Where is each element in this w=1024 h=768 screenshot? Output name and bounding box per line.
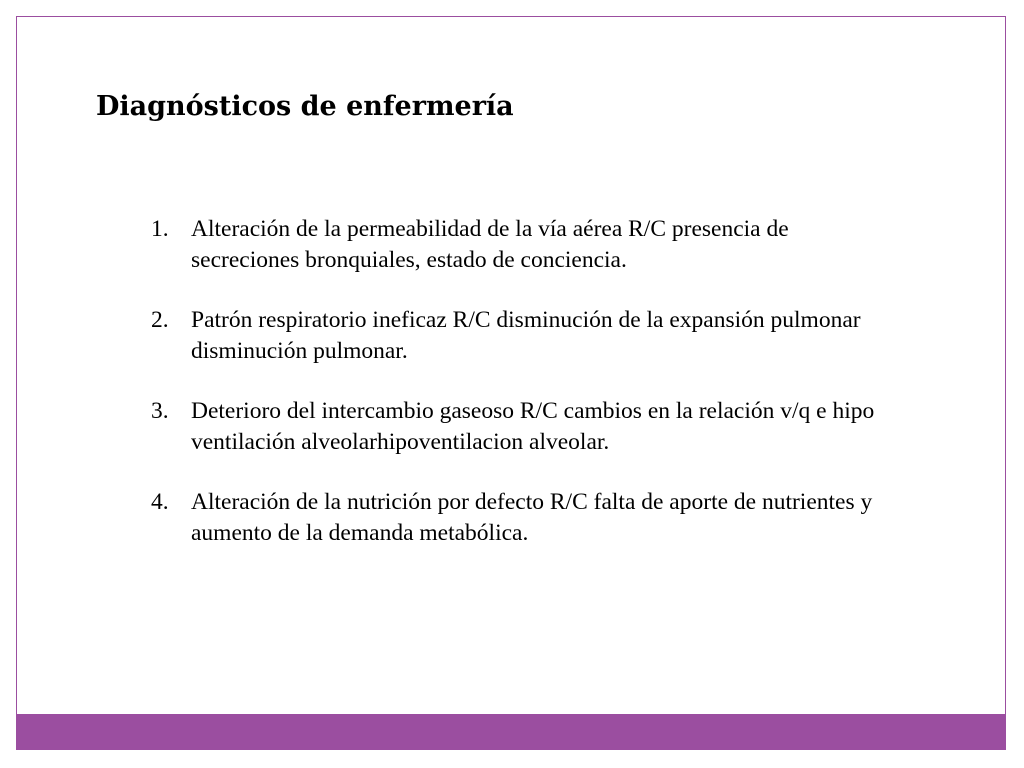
diagnosis-number: 2. <box>151 307 169 333</box>
diagnosis-number: 4. <box>151 489 169 515</box>
diagnosis-text: Deterioro del intercambio gaseoso R/C cambios en la relación v/q e hipo ventilación alveolarhipoventilacion alveolar. <box>191 398 875 455</box>
diagnosis-number: 3. <box>151 398 169 424</box>
diagnosis-item-1 <box>151 214 899 276</box>
diagnosis-item-4 <box>151 487 899 549</box>
diagnosis-text: Alteración de la nutrición por defecto R/C falta de aporte de nutrientes y aumento de la demanda metabólica. <box>191 489 873 546</box>
diagnosis-text: Alteración de la permeabilidad de la vía aérea R/C presencia de secreciones bronquiales, estado de conciencia. <box>191 216 789 273</box>
diagnosis-list <box>151 214 899 578</box>
diagnosis-number: 1. <box>151 216 169 242</box>
diagnosis-text: Patrón respiratorio ineficaz R/C disminución de la expansión pulmonar disminución pulmonar. <box>191 307 861 364</box>
slide-title: Diagnósticos de enfermería <box>96 91 514 122</box>
slide-frame <box>16 16 1006 750</box>
diagnosis-item-3 <box>151 396 899 458</box>
diagnosis-item-2 <box>151 305 899 367</box>
footer-accent-bar <box>17 714 1005 749</box>
